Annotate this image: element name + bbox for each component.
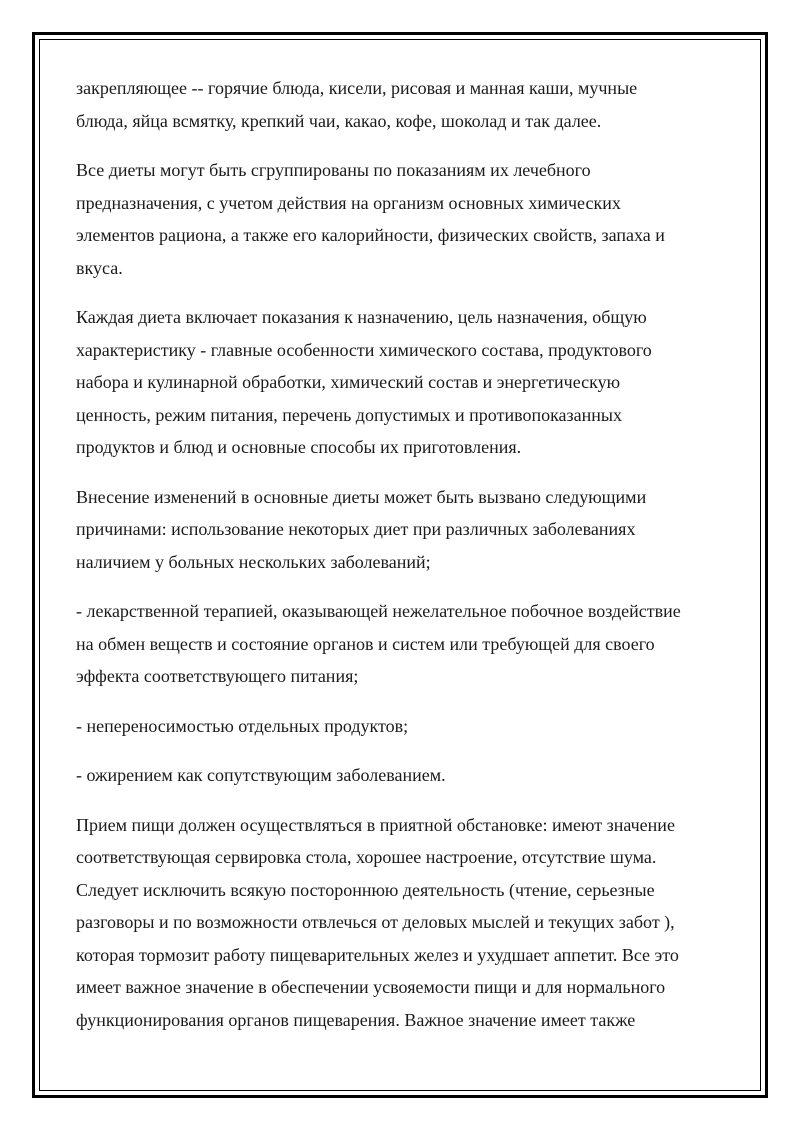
paragraph: закрепляющее -- горячие блюда, кисели, рисовая и манная каши, мучные блюда, яйца всмятку, крепкий чаи, какао, кофе, шоколад и так далее. (76, 78, 638, 131)
paragraph: - непереносимостью отдельных продуктов; (76, 715, 409, 736)
paragraph: - ожирением как сопутствующим заболеванием. (76, 765, 446, 785)
paragraph: Прием пищи должен осуществляться в приятной обстановке: имеют значение соответствующая сервировка стола, хорошее настроение, отсутствие шума. Следует исключить всякую постороннюю деятельность (чтение, серьезные разговоры и по возможности отвлечься от деловых мыслей и текущих забот ), которая тормозит работу пищеварительных желез и ухудшает аппетит. Все это имеет важное значение в обеспечении усвояемости пищи и для нормального функционирования органов пищеварения. Важное значение имеет также (76, 814, 679, 1030)
paragraph: - лекарственной терапией, оказывающей нежелательное побочное воздействие на обмен веществ и состояние органов и систем или требующей для своего эффекта соответствующего питания; (76, 601, 681, 686)
paragraph: Все диеты могут быть сгруппированы по показаниям их лечебного предназначения, с учетом действия на организм основных химических элементов рациона, а также его калорийности, физических свойств, запаха и вкуса. (76, 160, 665, 278)
paragraph: Внесение изменений в основные диеты может быть вызвано следующими причинами: использование некоторых диет при различных заболеваниях наличием у больных нескольких заболеваний; (76, 486, 647, 572)
document-body (76, 72, 726, 1053)
paragraph: Каждая диета включает показания к назначению, цель назначения, общую характеристику - главные особенности химического состава, продуктового набора и кулинарной обработки, химический состав и энергетическую ценность, режим питания, перечень допустимых и противопоказанных продуктов и блюд и основные способы их приготовления. (76, 307, 652, 457)
